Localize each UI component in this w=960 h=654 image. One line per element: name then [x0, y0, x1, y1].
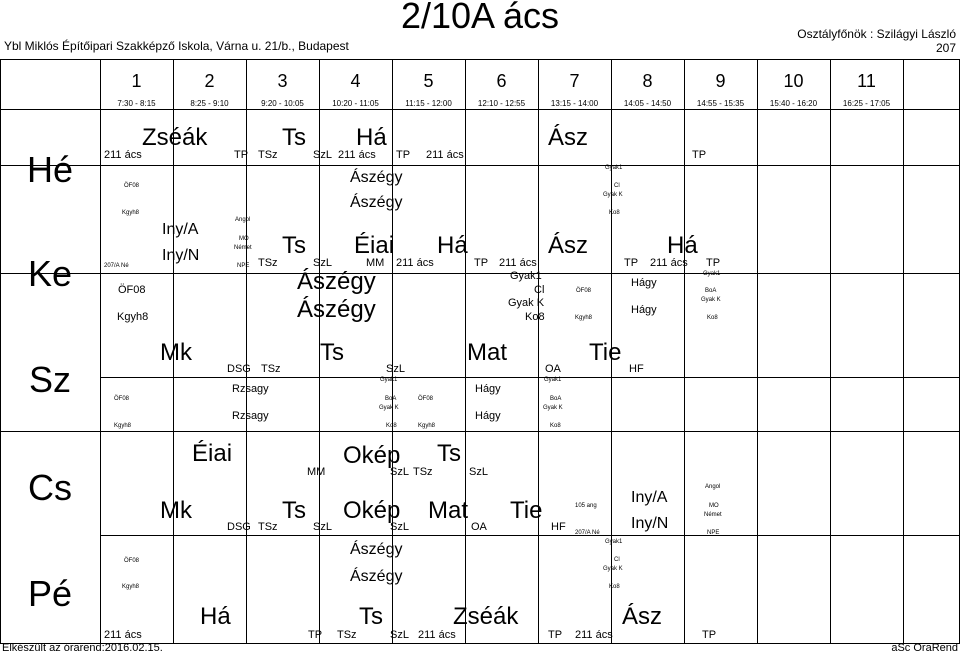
lesson-teacher: TP: [692, 149, 707, 161]
group-teacher: MO: [239, 236, 249, 242]
group-label: Gyak1: [380, 377, 398, 383]
lesson-teacher: TP: [624, 257, 639, 269]
lesson-subject: Ts: [320, 339, 344, 366]
group-teacher: MO: [709, 503, 719, 509]
group-room: ÖF08: [576, 288, 592, 294]
lesson-subject: Ász: [548, 232, 589, 259]
lesson-teacher: TP: [706, 257, 721, 269]
period-number: 7: [569, 71, 580, 91]
period-time: 15:40 - 16:20: [769, 99, 818, 108]
group-teacher: Ko8: [707, 315, 718, 321]
lesson-teacher: TSz: [337, 629, 357, 641]
group-room: ÖF08: [124, 183, 140, 189]
lesson-subject: Há: [667, 232, 698, 259]
group-room: 105 ang: [575, 503, 597, 509]
lesson-teacher: DSG: [227, 521, 251, 533]
lesson-teacher: TSz: [258, 257, 278, 269]
lesson-subject: Ász: [622, 603, 663, 630]
lesson-subject: Mk: [160, 339, 192, 366]
school-name: Ybl Miklós Építőipari Szakképző Iskola, Várna u. 21/b., Budapest: [4, 39, 349, 53]
lesson-subject: Éiai: [192, 440, 233, 467]
group-room: Kgyh8: [122, 584, 140, 590]
lesson-subject: Ts: [359, 603, 383, 630]
group-label: Gyak K: [508, 297, 545, 309]
period-number: 3: [277, 71, 288, 91]
group-subject: Ászégy: [350, 194, 403, 211]
lesson-teacher: TP: [308, 629, 323, 641]
group-subject: Iny/A: [162, 221, 199, 238]
lesson-teacher: TP: [702, 629, 717, 641]
group-subject: Ászégy: [297, 296, 376, 323]
group-teacher: Ko8: [609, 210, 620, 216]
lesson-subject: Há: [437, 232, 468, 259]
group-subject: Hágy: [631, 304, 657, 316]
group-teacher: BoA: [550, 396, 562, 402]
lesson-subject: Há: [356, 124, 387, 151]
period-number: 9: [715, 71, 726, 91]
group-subject: Hágy: [631, 277, 657, 289]
lesson-teacher: SzL: [386, 363, 405, 375]
period-time: 14:05 - 14:50: [623, 99, 672, 108]
lesson-teacher: SzL: [390, 466, 409, 478]
period-time: 14:55 - 15:35: [696, 99, 745, 108]
lesson-subject: Okép: [343, 442, 401, 469]
lesson-room: 211 ács: [426, 149, 464, 161]
period-time: 8:25 - 9:10: [190, 99, 229, 108]
lesson-subject: Tie: [510, 497, 543, 524]
lesson-teacher: MM: [366, 257, 385, 269]
lesson-subject: Ász: [548, 124, 589, 151]
group-teacher: Ko8: [550, 423, 561, 429]
group-label: Gyak K: [603, 566, 623, 572]
group-subject: Iny/A: [631, 489, 668, 506]
lesson-teacher: TP: [396, 149, 411, 161]
group-teacher: Ko8: [609, 584, 620, 590]
period-number: 5: [423, 71, 434, 91]
lesson-teacher: HF: [629, 363, 644, 375]
group-room: Kgyh8: [122, 210, 140, 216]
lesson-room: 211 ács: [104, 149, 142, 161]
period-number: 6: [496, 71, 507, 91]
group-teacher: Ko8: [386, 423, 397, 429]
group-teacher: Cl: [534, 284, 545, 296]
group-subject: Ászégy: [297, 268, 376, 295]
period-number: 4: [350, 71, 361, 91]
lesson-subject: Mat: [467, 339, 508, 366]
group-room: Kgyh8: [114, 423, 132, 429]
lesson-subject: Ts: [437, 440, 461, 467]
lesson-subject: Éiai: [354, 232, 395, 259]
lesson-room: 211 ács: [418, 629, 456, 641]
day-label: Ke: [27, 253, 73, 294]
room-number: 207: [935, 41, 956, 55]
group-room: ÖF08: [124, 558, 140, 564]
group-subject: Ászégy: [350, 169, 403, 186]
group-label: Angol: [705, 484, 721, 490]
period-number: 1: [131, 71, 142, 91]
lesson-subject: Ts: [282, 497, 306, 524]
group-label: Gyak1: [605, 165, 623, 171]
lesson-room: 211 ács: [104, 629, 142, 641]
period-number: 10: [783, 71, 804, 91]
lesson-teacher: HF: [551, 521, 566, 533]
group-label: Angol: [235, 217, 251, 223]
day-label: Pé: [27, 573, 73, 614]
period-time: 12:10 - 12:55: [477, 99, 526, 108]
lesson-subject: Zséák: [453, 603, 519, 630]
group-room: ÖF08: [118, 284, 146, 296]
page-title: 2/10A ács: [400, 0, 560, 36]
group-subject: Iny/N: [162, 247, 200, 264]
group-label: Gyak1: [510, 270, 542, 282]
group-teacher: NPE: [707, 530, 720, 536]
group-room: ÖF08: [114, 396, 130, 402]
group-room: ÖF08: [418, 396, 434, 402]
day-label: Sz: [28, 359, 71, 400]
group-label: Gyak K: [379, 405, 399, 411]
group-label: Gyak1: [703, 271, 721, 277]
period-number: 11: [857, 71, 876, 91]
group-teacher: NPE: [237, 263, 250, 269]
period-time: 9:20 - 10:05: [261, 99, 304, 108]
lesson-room: 211 ács: [338, 149, 376, 161]
group-room: 207/A Né: [104, 263, 129, 269]
timetable-grid: [0, 59, 960, 643]
lesson-subject: Tie: [589, 339, 622, 366]
day-label: Cs: [28, 467, 72, 508]
group-room: Kgyh8: [418, 423, 436, 429]
period-time: 16:25 - 17:05: [842, 99, 891, 108]
period-number: 2: [204, 71, 215, 91]
period-time: 11:15 - 12:00: [405, 99, 452, 108]
lesson-subject: Mat: [428, 497, 469, 524]
lesson-teacher: MM: [307, 466, 326, 478]
group-label: Német: [704, 512, 722, 518]
group-room: 207/A Né: [575, 530, 600, 536]
group-label: Német: [234, 245, 252, 251]
period-time: 10:20 - 11:05: [332, 99, 379, 108]
day-label: Hé: [26, 149, 74, 190]
lesson-subject: Ts: [282, 124, 306, 151]
lesson-subject: Zséák: [142, 124, 208, 151]
group-label: Gyak K: [603, 192, 623, 198]
lesson-room: 211 ács: [396, 257, 434, 269]
lesson-teacher: TP: [234, 149, 249, 161]
group-teacher: BoA: [385, 396, 397, 402]
lesson-teacher: TSz: [258, 149, 278, 161]
group-subject: Hágy: [475, 383, 501, 395]
lesson-subject: Okép: [343, 497, 401, 524]
group-label: Gyak K: [701, 297, 721, 303]
lesson-teacher: OA: [471, 521, 487, 533]
lesson-teacher: TP: [474, 257, 489, 269]
lesson-teacher: SzL: [313, 257, 332, 269]
group-room: Kgyh8: [117, 311, 149, 323]
period-number: 8: [642, 71, 653, 91]
group-label: Gyak1: [605, 539, 623, 545]
lesson-subject: Mk: [160, 497, 192, 524]
lesson-teacher: TP: [548, 629, 563, 641]
lesson-teacher: OA: [545, 363, 561, 375]
lesson-subject: Há: [200, 603, 231, 630]
group-subject: Ászégy: [350, 541, 403, 558]
group-subject: Ászégy: [350, 568, 403, 585]
class-teacher: Osztályfőnök : Szilágyi László: [797, 27, 956, 41]
lesson-room: 211 ács: [575, 629, 613, 641]
lesson-teacher: SzL: [313, 521, 332, 533]
group-teacher: Cl: [614, 183, 620, 189]
lesson-subject: Ts: [282, 232, 306, 259]
group-label: Gyak1: [544, 377, 562, 383]
lesson-teacher: TSz: [261, 363, 281, 375]
group-teacher: Cl: [614, 557, 620, 563]
lesson-teacher: SzL: [313, 149, 332, 161]
lesson-teacher: DSG: [227, 363, 251, 375]
lesson-teacher: SzL: [469, 466, 488, 478]
period-time: 7:30 - 8:15: [117, 99, 156, 108]
period-time: 13:15 - 14:00: [550, 99, 599, 108]
lesson-teacher: TSz: [413, 466, 433, 478]
lesson-teacher: SzL: [390, 521, 409, 533]
group-label: Gyak K: [543, 405, 563, 411]
group-room: Kgyh8: [575, 315, 593, 321]
lesson-teacher: TSz: [258, 521, 278, 533]
group-subject: Iny/N: [631, 515, 669, 532]
group-teacher: Ko8: [525, 311, 545, 323]
lesson-room: 211 ács: [650, 257, 688, 269]
group-subject: Hágy: [475, 410, 501, 422]
footer-created: Elkészült az órarend:2016.02.15.: [2, 642, 163, 654]
group-teacher: BoA: [705, 288, 717, 294]
lesson-teacher: SzL: [390, 629, 409, 641]
group-subject: Rzsagy: [232, 383, 269, 395]
footer-brand: aSc OraRend: [891, 642, 958, 654]
group-subject: Rzsagy: [232, 410, 269, 422]
lesson-room: 211 ács: [499, 257, 537, 269]
